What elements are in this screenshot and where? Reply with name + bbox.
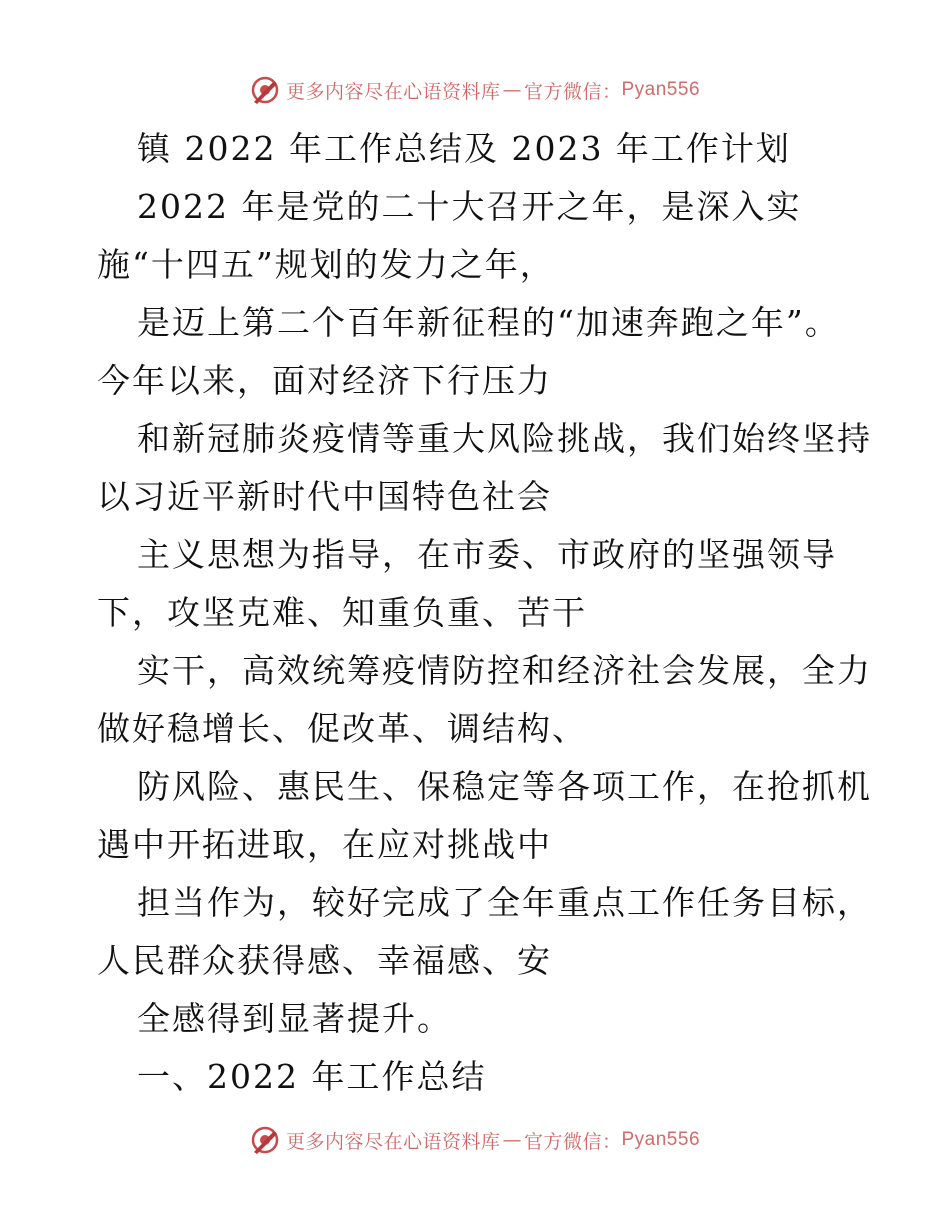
paragraph-line: 全感得到显著提升。 [137,999,452,1038]
watermark-brand: 更多内容尽在心语资料库 [285,80,501,103]
document-title: 镇 2022 年工作总结及 2023 年工作计划 [137,129,791,168]
paragraph-line: 人民群众获得感、幸福感、安 [97,941,552,980]
paragraph-line: 下，攻坚克难、知重负重、苦干 [97,593,587,632]
watermark-brand: 更多内容尽在心语资料库 [285,1130,501,1153]
paragraph-line: 和新冠肺炎疫情等重大风险挑战，我们始终坚持 [137,419,872,458]
watermark-handle: Pyan556 [621,79,701,100]
paragraph-line: 防风险、惠民生、保稳定等各项工作，在抢抓机 [137,767,872,806]
watermark-dash: — [502,79,522,101]
paragraph-line: 担当作为，较好完成了全年重点工作任务目标， [137,883,872,922]
paragraph-line: 今年以来，面对经济下行压力 [97,361,552,400]
paragraph-line: 以习近平新时代中国特色社会 [97,477,552,516]
paragraph-line: 做好稳增长、促改革、调结构、 [97,709,587,748]
paragraph-line: 遇中开拓进取，在应对挑战中 [97,825,552,864]
watermark-dash: — [502,1129,522,1151]
paragraph-line: 主义思想为指导，在市委、市政府的坚强领导 [137,535,837,574]
paragraph-line: 是迈上第二个百年新征程的“加速奔跑之年”。 [137,303,840,342]
document-body [97,120,877,1106]
pen-logo-icon [250,1125,280,1155]
paragraph-line: 2022 年是党的二十大召开之年，是深入实 [137,187,802,226]
watermark-handle: Pyan556 [621,1129,701,1150]
footer-watermark [0,1120,950,1160]
paragraph-line: 施“十四五”规划的发力之年， [97,245,555,284]
header-watermark [0,70,950,110]
watermark-label: 官方微信： [523,1130,622,1153]
paragraph-line: 实干，高效统筹疫情防控和经济社会发展，全力 [137,651,872,690]
section-heading: 一、2022 年工作总结 [137,1057,487,1096]
pen-logo-icon [250,75,280,105]
watermark-label: 官方微信： [523,80,622,103]
